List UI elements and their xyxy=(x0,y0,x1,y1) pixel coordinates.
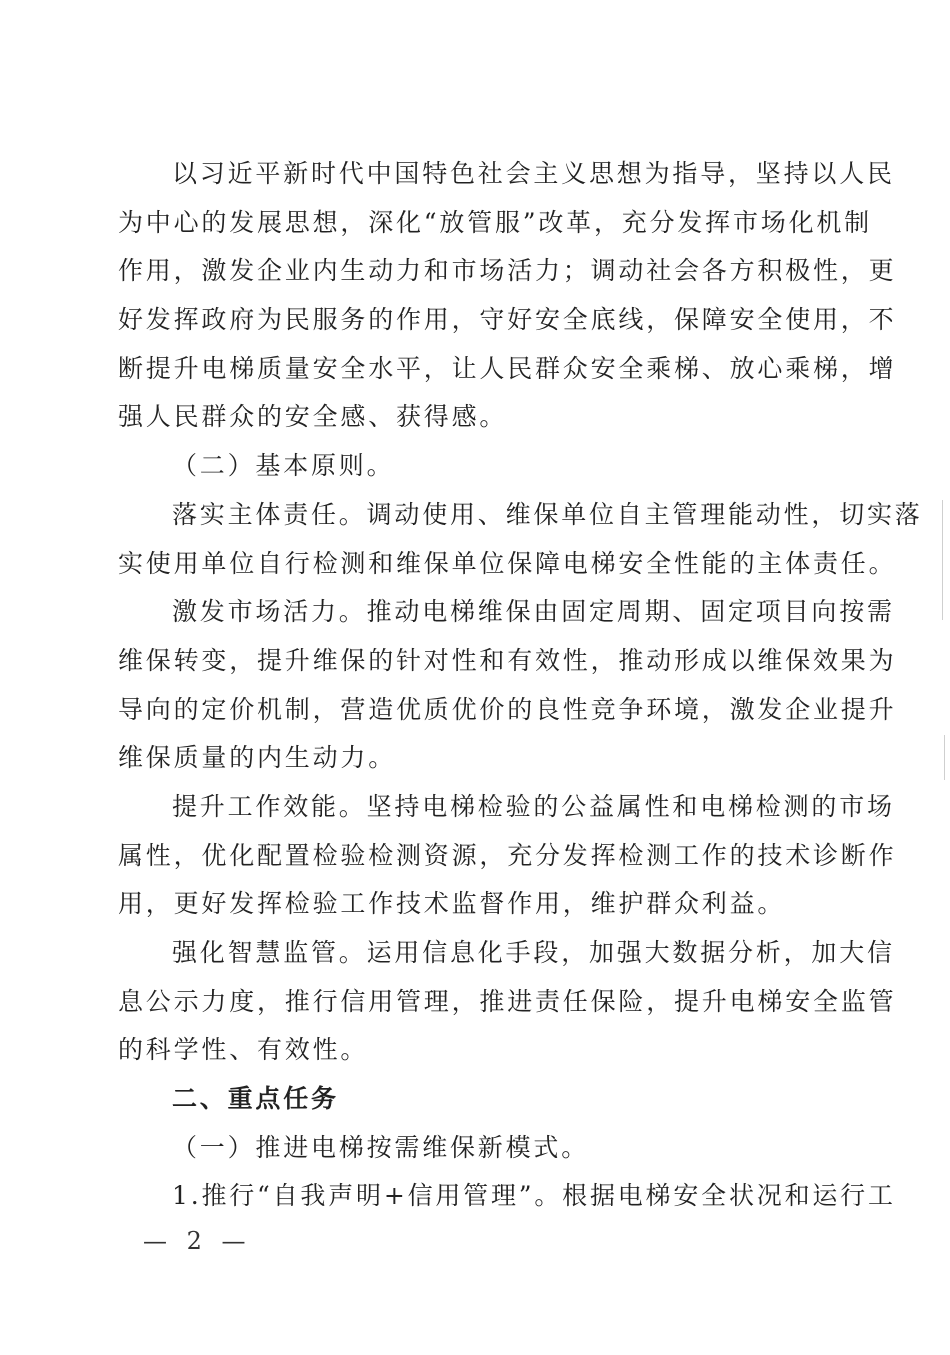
scan-artifact xyxy=(944,735,945,780)
document-body xyxy=(118,150,923,1221)
section-heading: 二、重点任务 xyxy=(172,1084,339,1114)
text-line: 1.推行“自我声明+信用管理”。根据电梯安全状况和运行工 xyxy=(172,1181,896,1211)
scan-artifact xyxy=(942,500,943,620)
text-line: 导向的定价机制，营造优质优价的良性竞争环境，激发企业提升 xyxy=(118,694,897,724)
text-line: 实使用单位自行检测和维保单位保障电梯安全性能的主体责任。 xyxy=(118,548,897,578)
text-line: 息公示力度，推行信用管理，推进责任保险，提升电梯安全监管 xyxy=(118,986,897,1016)
text-line: 强人民群众的安全感、获得感。 xyxy=(118,402,508,432)
text-line: 激发市场活力。推动电梯维保由固定周期、固定项目向按需 xyxy=(172,597,895,627)
text-line: 断提升电梯质量安全水平，让人民群众安全乘梯、放心乘梯，增 xyxy=(118,353,897,383)
text-line: 好发挥政府为民服务的作用，守好安全底线，保障安全使用，不 xyxy=(118,305,897,335)
text-line: 强化智慧监管。运用信息化手段，加强大数据分析，加大信 xyxy=(172,938,895,967)
text-line: 维保转变，提升维保的针对性和有效性，推动形成以维保效果为 xyxy=(118,645,897,675)
subsection-heading: （一）推进电梯按需维保新模式。 xyxy=(172,1132,590,1162)
page-number: — 2 — xyxy=(143,1227,252,1255)
subsection-heading: （二）基本原则。 xyxy=(172,451,395,481)
text-line: 提升工作效能。坚持电梯检验的公益属性和电梯检测的市场 xyxy=(172,791,895,821)
text-line: 落实主体责任。调动使用、维保单位自主管理能动性，切实落 xyxy=(172,499,923,529)
text-line: 维保质量的内生动力。 xyxy=(118,743,397,773)
text-line: 为中心的发展思想，深化“放管服”改革，充分发挥市场化机制 xyxy=(118,207,872,237)
text-line: 以习近平新时代中国特色社会主义思想为指导，坚持以人民 xyxy=(172,159,895,188)
text-line: 用，更好发挥检验工作技术监督作用，维护群众利益。 xyxy=(118,889,786,919)
text-line: 属性，优化配置检验检测资源，充分发挥检测工作的技术诊断作 xyxy=(118,840,897,870)
text-line: 的科学性、有效性。 xyxy=(118,1035,369,1065)
text-line: 作用，激发企业内生动力和市场活力；调动社会各方积极性，更 xyxy=(118,256,897,286)
